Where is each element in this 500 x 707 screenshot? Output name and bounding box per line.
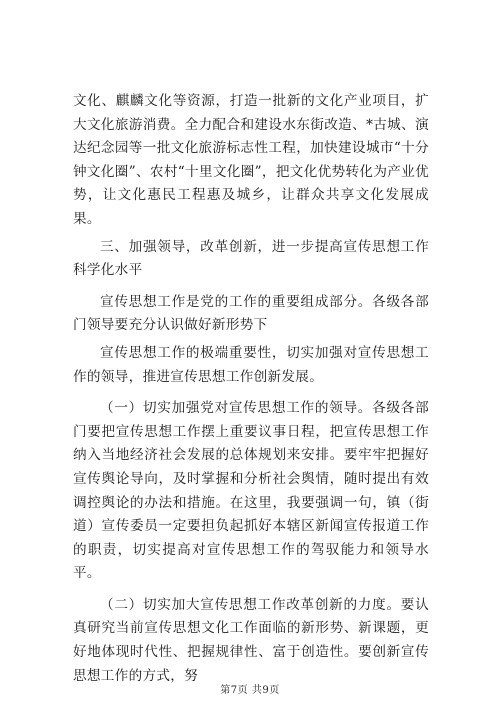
document-body: [73, 90, 429, 688]
section-heading-leadership: 三、加强领导，改革创新，进一步提高宣传思想工作科学化水平: [73, 238, 429, 279]
paragraph-item-one: （一）切实加强党对宣传思想工作的领导。各级各部门要把宣传思想工作摆上重要议事日程，把宣传思想工作纳入当地经济社会发展的总体规划来安排。要牢牢把握好宣传舆论导向，及时掌握和分析社会舆情，随时提出有效调控舆论的办法和措施。在这里，我要强调一句，镇（街道）宣传委员一定要担负起抓好本辖区新闻宣传报道工作的职责，切实提高对宣传思想工作的驾驭能力和领导水平。: [73, 400, 429, 582]
paragraph-importance: 宣传思想工作是党的工作的重要组成部分。各级各部门领导要充分认识做好新形势下: [73, 293, 429, 334]
paragraph-culture-tourism: 文化、麒麟文化等资源，打造一批新的文化产业项目，扩大文化旅游消费。全力配合和建设水东街改造、*古城、演达纪念园等一批文化旅游标志性工程，加快建设城市“十分钟文化圈”、农村“十里文化圈”，把文化优势转化为产业优势，让文化惠民工程惠及城乡，让群众共享文化发展成果。: [73, 93, 429, 227]
paragraph-item-two: （二）切实加大宣传思想工作改革创新的力度。要认真研究当前宣传思想文化工作面临的新形势、新课题，更好地体现时代性、把握规律性、富于创造性。要创新宣传思想工作的方式，努: [73, 596, 429, 684]
paragraph-strengthen-leadership: 宣传思想工作的极端重要性，切实加强对宣传思想工作的领导，推进宣传思想工作创新发展。: [73, 344, 429, 385]
page-footer: 第7页 共9页: [220, 685, 280, 696]
